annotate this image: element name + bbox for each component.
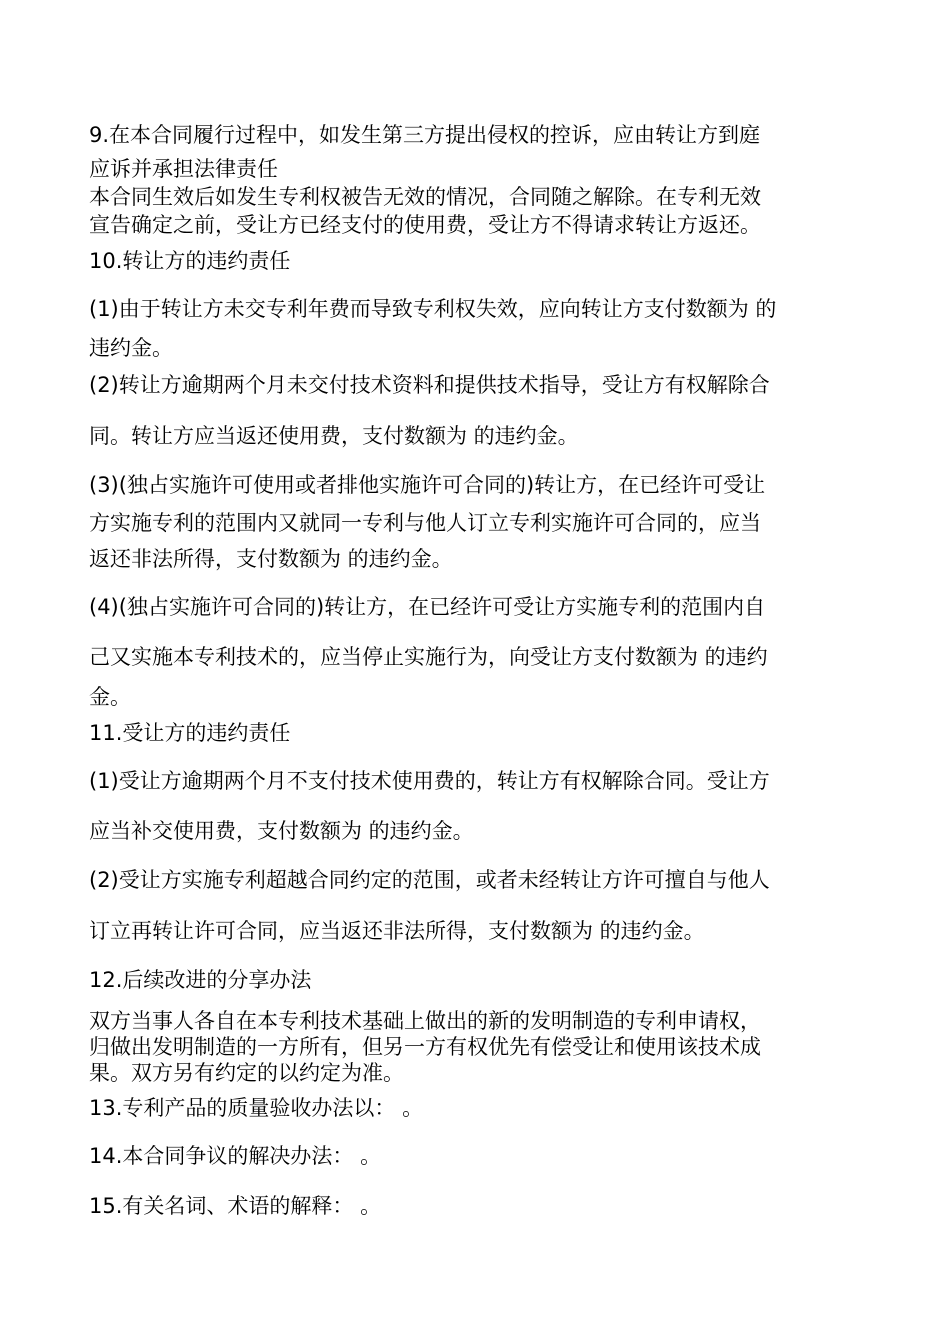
clause-10-heading: 10.转让方的违约责任 [89,249,291,273]
clause-12-paragraph-line-3: 果。双方另有约定的以约定为准。 [89,1061,404,1085]
clause-12-paragraph-line-1: 双方当事人各自在本专利技术基础上做出的新的发明制造的专利申请权， [89,1009,761,1033]
clause-10-1-line-1: (1)由于转让方未交专利年费而导致专利权失效，应向转让方支付数额为 的 [89,297,777,321]
clause-9-line-1: 9.在本合同履行过程中，如发生第三方提出侵权的控诉，应由转让方到庭 [89,123,761,147]
clause-11-2-line-1: (2)受让方实施专利超越合同约定的范围，或者未经转让方许可擅自与他人 [89,868,770,892]
clause-10-3-line-3: 返还非法所得，支付数额为 的违约金。 [89,547,453,571]
clause-10-3-line-2: 方实施专利的范围内又就同一专利与他人订立专利实施许可合同的，应当 [89,511,761,535]
clause-10-4-line-3: 金。 [89,685,131,709]
clause-10-4-line-1: (4)(独占实施许可合同的)转让方，在已经许可受让方实施专利的范围内自 [89,595,766,619]
clause-9-paragraph-line-1: 本合同生效后如发生专利权被告无效的情况，合同随之解除。在专利无效 [89,185,761,209]
clause-11-heading: 11.受让方的违约责任 [89,721,291,745]
clause-10-3-line-1: (3)(独占实施许可使用或者排他实施许可合同的)转让方，在已经许可受让 [89,473,766,497]
clause-9-line-2: 应诉并承担法律责任 [89,157,278,181]
clause-13: 13.专利产品的质量验收办法以： 。 [89,1096,424,1120]
clause-10-4-line-2: 己又实施本专利技术的，应当停止实施行为，向受让方支付数额为 的违约 [89,645,768,669]
clause-12-paragraph-line-2: 归做出发明制造的一方所有，但另一方有权优先有偿受让和使用该技术成 [89,1035,761,1059]
clause-15: 15.有关名词、术语的解释： 。 [89,1194,382,1218]
clause-12-heading: 12.后续改进的分享办法 [89,968,312,992]
clause-10-2-line-1: (2)转让方逾期两个月未交付技术资料和提供技术指导，受让方有权解除合 [89,373,770,397]
clause-9-paragraph-line-2: 宣告确定之前，受让方已经支付的使用费，受让方不得请求转让方返还。 [89,213,761,237]
clause-11-1-line-2: 应当补交使用费，支付数额为 的违约金。 [89,819,474,843]
clause-11-1-line-1: (1)受让方逾期两个月不支付技术使用费的，转让方有权解除合同。受让方 [89,769,770,793]
clause-11-2-line-2: 订立再转让许可合同，应当返还非法所得，支付数额为 的违约金。 [89,919,705,943]
clause-10-1-line-2: 违约金。 [89,336,173,360]
clause-14: 14.本合同争议的解决办法： 。 [89,1144,382,1168]
clause-10-2-line-2: 同。转让方应当返还使用费，支付数额为 的违约金。 [89,424,579,448]
